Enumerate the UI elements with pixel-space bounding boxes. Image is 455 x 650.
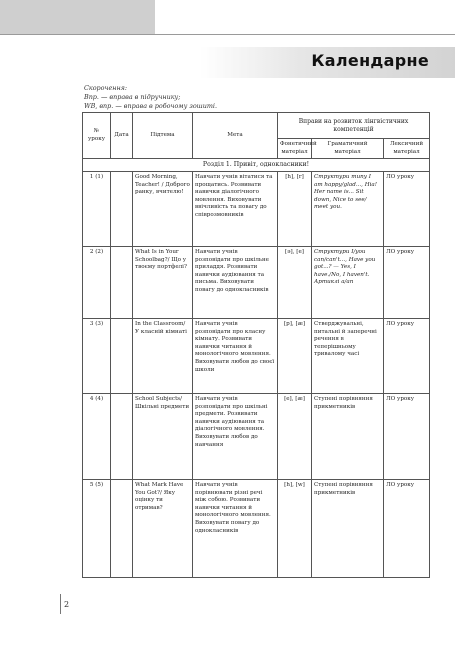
lesson-number: 2 (2) bbox=[83, 246, 111, 318]
section-title: Розділ 1. Привіт, однокласники! bbox=[83, 159, 430, 172]
table-row bbox=[83, 393, 430, 479]
lesson-number: 4 (4) bbox=[83, 393, 111, 479]
lesson-number: 3 (3) bbox=[83, 318, 111, 393]
col-header-subtopic: Підтема bbox=[133, 113, 193, 159]
page-number-rule bbox=[60, 594, 62, 614]
lesson-date bbox=[111, 393, 133, 479]
header-gray-band bbox=[0, 0, 155, 34]
lesson-grammar: Структури I/you can/can't..., Have you got...? — Yes, I have./No, I haven't. Артиклі a/an bbox=[312, 246, 384, 318]
lesson-phonetic: [e], [æ] bbox=[278, 393, 312, 479]
lesson-subtopic: School Subjects/Шкільні предмети bbox=[133, 393, 193, 479]
lesson-phonetic: [h], [r] bbox=[278, 171, 312, 246]
abbreviations-heading: Скорочення: bbox=[84, 84, 128, 92]
lesson-number: 1 (1) bbox=[83, 171, 111, 246]
lesson-lexical: ЛО уроку bbox=[384, 171, 430, 246]
lesson-phonetic: [h], [w] bbox=[278, 479, 312, 577]
col-header-phonetic: Фонетичний матеріал bbox=[278, 139, 312, 159]
col-header-date: Дата bbox=[111, 113, 133, 159]
col-header-lexical: Лексичний матеріал bbox=[384, 139, 430, 159]
lesson-date bbox=[111, 318, 133, 393]
lesson-lexical: ЛО уроку bbox=[384, 393, 430, 479]
header-rule bbox=[0, 34, 455, 35]
lesson-lexical: ЛО уроку bbox=[384, 318, 430, 393]
page-title: Календарне bbox=[311, 51, 429, 70]
table-row bbox=[83, 246, 430, 318]
col-header-num: № уроку bbox=[83, 113, 111, 159]
table-row bbox=[83, 479, 430, 577]
abbreviation-line: WB, впр. — вправа в робочому зошиті. bbox=[84, 102, 217, 110]
lesson-goal: Навчати учнів вітатися та прощатись. Розвивати навички діалогічного мовлення. Виховувати ввічливість та повагу до співрозмовників bbox=[193, 171, 278, 246]
lesson-date bbox=[111, 171, 133, 246]
col-header-goal: Мета bbox=[193, 113, 278, 159]
lesson-phonetic: [p], [æ] bbox=[278, 318, 312, 393]
lesson-subtopic: In the Classroom/ У класній кімнаті bbox=[133, 318, 193, 393]
lesson-grammar: Ступені порівняння прикметників bbox=[312, 393, 384, 479]
abbreviations-note bbox=[84, 84, 217, 111]
lesson-phonetic: [ə], [e] bbox=[278, 246, 312, 318]
abbreviation-line: Впр. — вправа в підручнику; bbox=[84, 93, 181, 101]
col-header-group: Вправи на розвиток лінгвістичних компетенцій bbox=[278, 113, 430, 139]
lesson-goal: Навчати учнів розповідати про шкільне приладдя. Розвивати навички аудіювання та письма. Виховувати повагу до однокласників bbox=[193, 246, 278, 318]
calendar-plan-table bbox=[82, 112, 430, 578]
lesson-lexical: ЛО уроку bbox=[384, 479, 430, 577]
lesson-subtopic: What Is in Your Schoolbag?/ Що у твоєму портфелі? bbox=[133, 246, 193, 318]
lesson-grammar: Ступені порівняння прикметників bbox=[312, 479, 384, 577]
lesson-goal: Навчати учнів порівнювати різні речі між собою. Розвивати навички читання й монологічного мовлення. Виховувати повагу до однокласників bbox=[193, 479, 278, 577]
lesson-subtopic: Good Morning, Teacher! / Доброго ранку, вчителю! bbox=[133, 171, 193, 246]
lesson-goal: Навчати учнів розповідати про класну кімнату. Розвивати навички читання й монологічного мовлення. Виховувати любов до своєї школи bbox=[193, 318, 278, 393]
table-row bbox=[83, 318, 430, 393]
lesson-grammar: Стверджувальні, питальні й заперечні речення в теперішньому тривалому часі bbox=[312, 318, 384, 393]
lesson-subtopic: What Mark Have You Got?/ Яку оцінку ти отримав? bbox=[133, 479, 193, 577]
page-number: 2 bbox=[64, 600, 70, 609]
lesson-grammar: Структури типу I am happy/glad..., Hia! Her name is... Sit down, Nice to see/ meet you. bbox=[312, 171, 384, 246]
section-row bbox=[83, 159, 430, 172]
lesson-date bbox=[111, 479, 133, 577]
header-row bbox=[83, 113, 430, 139]
lesson-lexical: ЛО уроку bbox=[384, 246, 430, 318]
lesson-goal: Навчати учнів розповідати про шкільні предмети. Розвивати навички аудіювання та діалогічного мовлення. Виховувати любов до навчання bbox=[193, 393, 278, 479]
table-row bbox=[83, 171, 430, 246]
lesson-date bbox=[111, 246, 133, 318]
col-header-grammar: Граматичний матеріал bbox=[312, 139, 384, 159]
lesson-number: 5 (5) bbox=[83, 479, 111, 577]
